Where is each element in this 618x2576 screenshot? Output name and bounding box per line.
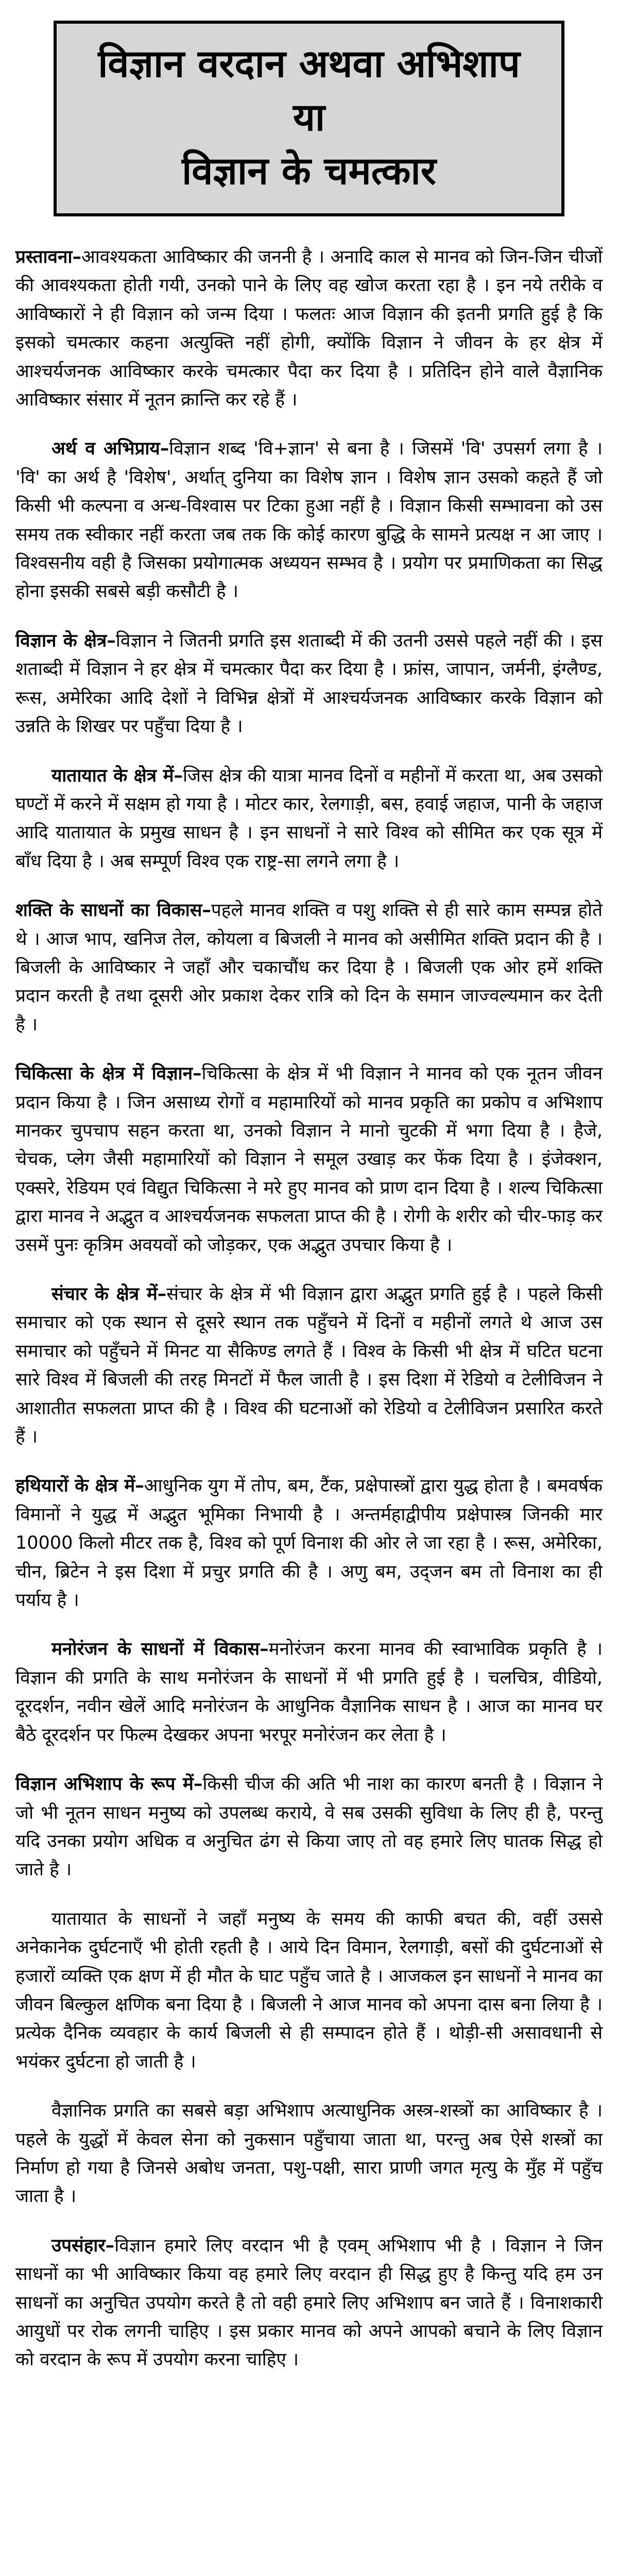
- paragraph-medicine: [15, 1060, 603, 1260]
- paragraph-heading: विज्ञान अभिशाप के रूप में–: [15, 1774, 203, 1795]
- paragraph-heading: उपसंहार–: [52, 2235, 115, 2256]
- paragraph-heading: शक्ति के साधनों का विकास–: [15, 900, 211, 921]
- paragraph-text: विज्ञान ने जितनी प्रगति इस शताब्दी में की उतनी उससे पहले नहीं की । इस शताब्दी में विज्ञान ने हर क्षेत्र में चमत्कार पैदा कर दिया है । फ्रांस, जापान, जर्मनी, इंग्लैण्ड, रूस, अमेरिका आदि देशों ने विभिन्न क्षेत्रों में आश्चर्यजनक आविष्कार करके विज्ञान को उन्नति के शिखर पर पहुँचा दिया है ।: [15, 630, 603, 737]
- paragraph-weapons: [15, 1472, 603, 1615]
- paragraph-heading: हथियारों के क्षेत्र में–: [15, 1476, 144, 1497]
- paragraph-text: विज्ञान हमारे लिए वरदान भी है एवम् अभिशाप भी है । विज्ञान ने जिन साधनों का भी आविष्कार किया वह हमारे लिए वरदान ही सिद्ध हुए है किन्तु यदि हम उन साधनों का अनुचित उपयोग करते है तो वही हमारे लिए अभिशाप बन जाते हैं । विनाशकारी आयुधों पर रोक लगनी चाहिए । इस प्रकार मानव को अपने आपको बचाने के लिए विज्ञान को वरदान के रूप में उपयोग करना चाहिए ।: [15, 2235, 603, 2370]
- paragraph-text: चिकित्सा के क्षेत्र में भी विज्ञान ने मानव को एक नूतन जीवन प्रदान किया है । जिन असाध्य रोगों व महामारियों को मानव प्रकृति का प्रकोप व अभिशाप मानकर चुपचाप सहन करता था, उनको विज्ञान ने मानो चुटकी में भगा दिया है । हैजे, चेचक, प्लेग जैसी महामारियों को विज्ञान ने समूल उखाड़ कर फेंक दिया है । इंजेक्शन, एक्सरे, रेडियम एवं विद्युत चिकित्सा ने मरे हुए मानव को प्राण दान दिया है । शल्य चिकित्सा द्वारा मानव ने अद्भुत व आश्चर्यजनक सफलता प्राप्त की है । रोगी के शरीर को चीर-फाड़ कर उसमें पुनः कृत्रिम अवयवों को जोड़कर, एक अद्भुत उपचार किया है ।: [15, 1063, 603, 1256]
- paragraph-introduction: [15, 243, 603, 414]
- title-line-1: विज्ञान वरदान अथवा अभिशाप: [98, 42, 520, 86]
- paragraph-power: [15, 896, 603, 1039]
- paragraph-transport: [15, 762, 603, 876]
- essay-body: [15, 243, 603, 2375]
- paragraph-text: यातायात के साधनों ने जहाँ मनुष्य के समय की काफी बचत की, वहीं उससे अनेकानेक दुर्घटनाएँ भी होती रहती है । आये दिन विमान, रेलगाड़ी, बसों की दुर्घटनाओं से हजारों व्यक्ति एक क्षण में ही मौत के घाट पहुँच जाते है । आजकल इन साधनों ने मानव का जीवन बिल्कुल क्षणिक बना दिया है । बिजली ने आज मानव को अपना दास बना लिया है । प्रत्येक दैनिक व्यवहार के कार्य बिजली से ही सम्पादन होते हैं । थोड़ी-सी असावधानी से भयंकर दुर्घटना हो जाती है ।: [15, 1908, 603, 2072]
- paragraph-heading: मनोरंजन के साधनों में विकास–: [52, 1639, 269, 1660]
- paragraph-heading: यातायात के क्षेत्र में–: [52, 765, 183, 786]
- paragraph-entertainment: [15, 1635, 603, 1750]
- paragraph-heading: प्रस्तावना–: [15, 247, 81, 267]
- paragraph-heading: अर्थ व अभिप्राय–: [52, 438, 169, 460]
- paragraph-text: मनोरंजन करना मानव की स्वाभाविक प्रकृति है । विज्ञान की प्रगति के साथ मनोरंजन के साधनों में भी प्रगति हुई है । चलचित्र, वीडियो, दूरदर्शन, नवीन खेलें आदि मनोरंजन के आधुनिक वैज्ञानिक साधन है । आज का मानव घर बैठे दूरदर्शन पर फिल्म देखकर अपना भरपूर मनोरंजन कर लेता है ।: [15, 1639, 603, 1745]
- title-line-3: विज्ञान के चमत्कार: [182, 149, 436, 193]
- title-line-2: या: [293, 95, 325, 140]
- paragraph-heading: विज्ञान के क्षेत्र–: [15, 630, 116, 651]
- paragraph-meaning: [15, 435, 603, 606]
- paragraph-text: आवश्यकता आविष्कार की जननी है । अनादि काल से मानव को जिन-जिन चीजों की आवश्यकता होती गयी, उनको पाने के लिए वह खोज करता रहा है । इन नये तरीके व आविष्कारों ने ही विज्ञान को जन्म दिया । फलतः आज विज्ञान की इतनी प्रगति हुई है कि इसको चमत्कार कहना अत्युक्ति नहीं होगी, क्योंकि विज्ञान ने जीवन के हर क्षेत्र में आश्चर्यजनक आविष्कार करके चमत्कार पैदा कर दिया है । प्रतिदिन होने वाले वैज्ञानिक आविष्कार संसार में नूतन क्रान्ति कर रहे हैं ।: [15, 247, 603, 411]
- paragraph-heading: संचार के क्षेत्र में–: [52, 1284, 167, 1304]
- paragraph-heading: चिकित्सा के क्षेत्र में विज्ञान–: [15, 1063, 202, 1084]
- paragraph-text: संचार के क्षेत्र में भी विज्ञान द्वारा अद्भुत प्रगति हुई है । पहले किसी समाचार को एक स्थान से दूसरे स्थान तक पहुँचने में दिनों व महीनों लगते थे आज उस समाचार को पहुँचने में मिनट या सैकिण्ड लगते हैं । विश्व के किसी भी क्षेत्र में घटित घटना सारे विश्व में बिजली की तरह मिनटों में फैल जाती है । इस दिशा में रेडियो व टेलीविजन ने आशातीत सफलता प्राप्त की है । विश्व की घटनाओं को रेडियो व टेलीविजन प्रसारित करते हैं ।: [15, 1284, 603, 1448]
- paragraph-arms: [15, 2097, 603, 2211]
- paragraph-accidents: [15, 1905, 603, 2076]
- paragraph-conclusion: [15, 2232, 603, 2375]
- paragraph-text: पहले मानव शक्ति व पशु शक्ति से ही सारे काम सम्पन्न होते थे । आज भाप, खनिज तेल, कोयला व बिजली ने मानव को असीमित शक्ति प्रदान की है । बिजली के आविष्कार ने जहाँ और चकाचौंध कर दिया है । बिजली एक ओर हमें शक्ति प्रदान करती है तथा दूसरी ओर प्रकाश देकर रात्रि को दिन के समान जाज्वल्यमान कर देती है ।: [15, 900, 603, 1035]
- paragraph-communication: [15, 1280, 603, 1451]
- paragraph-text: किसी चीज की अति भी नाश का कारण बनती है । विज्ञान ने जो भी नूतन साधन मनुष्य को उपलब्ध कराये, वे सब उसकी सुविधा के लिए ही है, परन्तु यदि उनका प्रयोग अधिक व अनुचित ढंग से किया जाए तो वह हमारे लिए घातक सिद्ध हो जाते है ।: [15, 1774, 603, 1880]
- paragraph-text: विज्ञान शब्द 'वि+ज्ञान' से बना है । जिसमें 'वि' उपसर्ग लगा है । 'वि' का अर्थ है 'विशेष', अर्थात् दुनिया का विशेष ज्ञान । विशेष ज्ञान उसको कहते हैं जो किसी भी कल्पना व अन्ध-विश्वास पर टिका हुआ नहीं है । विज्ञान किसी सम्भावना को उस समय तक स्वीकार नहीं करता जब तक कि कोई कारण बुद्धि के सामने प्रत्यक्ष न आ जाए । विश्वसनीय वही है जिसका प्रयोगात्मक अध्ययन सम्भव है । प्रयोग पर प्रमाणिकता का सिद्ध होना इसकी सबसे बड़ी कसौटी है ।: [15, 438, 603, 602]
- paragraph-text: जिस क्षेत्र की यात्रा मानव दिनों व महीनों में करता था, अब उसको घण्टों में करने में सक्षम हो गया है । मोटर कार, रेलगाड़ी, बस, हवाई जहाज, पानी के जहाज आदि यातायात के प्रमुख साधन है । इन साधनों ने सारे विश्व को सीमित कर एक सूत्र में बाँध दिया है । अब सम्पूर्ण विश्व एक राष्ट्र-सा लगने लगा है ।: [15, 765, 603, 872]
- paragraph-fields: [15, 627, 603, 741]
- paragraph-curse: [15, 1770, 603, 1885]
- title-box: [54, 21, 564, 216]
- paragraph-text: आधुनिक युग में तोप, बम, टैंक, प्रक्षेपास्त्रों द्वारा युद्ध होता है । बमवर्षक विमानों ने युद्ध में अद्भुत भूमिका निभायी है । अन्तर्महाद्वीपीय प्रक्षेपास्त्र जिनकी मार 10000 किलो मीटर तक है, विश्व को पूर्ण विनाश की ओर ले जा रहा है । रूस, अमेरिका, चीन, ब्रिटेन ने इस दिशा में प्रचुर प्रगति की है । अणु बम, उद्जन बम तो विनाश का ही पर्याय है ।: [15, 1476, 603, 1611]
- paragraph-text: वैज्ञानिक प्रगति का सबसे बड़ा अभिशाप अत्याधुनिक अस्त्र-शस्त्रों का आविष्कार है । पहले के युद्धों में केवल सेना को नुकसान पहुँचाया जाता था, परन्तु अब ऐसे शस्त्रों का निर्माण हो गया है जिनसे अबोध जनता, पशु-पक्षी, सारा प्राणी जगत मृत्यु के मुँह में पहुँच जाता है ।: [15, 2100, 603, 2207]
